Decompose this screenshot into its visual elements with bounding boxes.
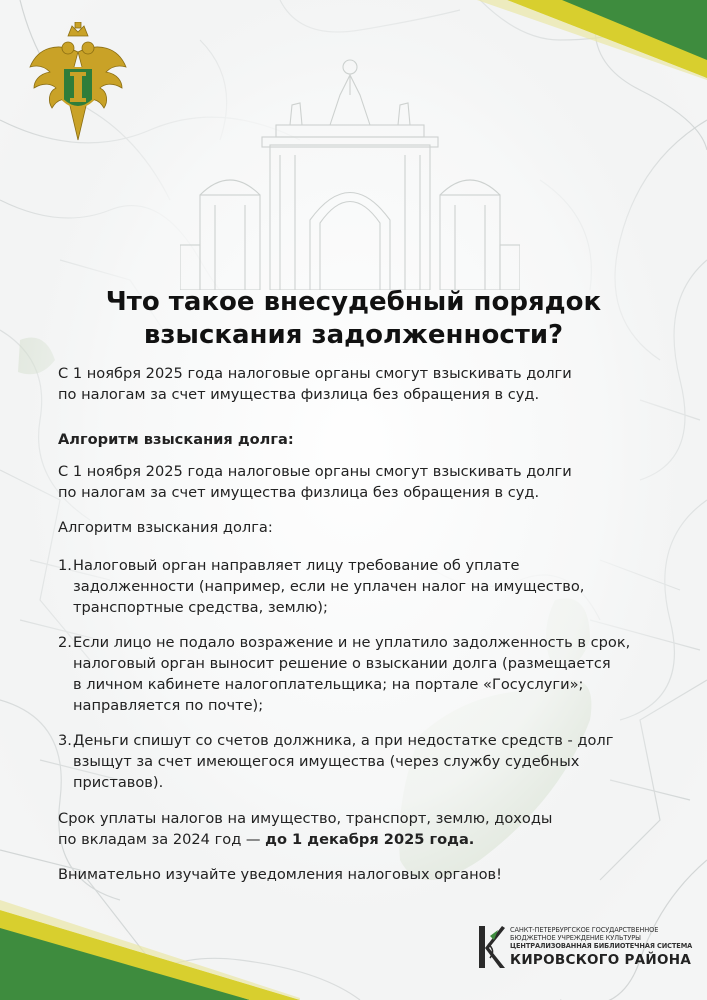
list-line: в личном кабинете налогоплательщика; на портале «Госуслуги»; [73, 676, 584, 693]
triumphal-arch-illustration [180, 45, 520, 290]
list-line: приставов). [73, 774, 164, 791]
algorithm-heading-bold: Алгоритм взыскания долга: [58, 431, 294, 448]
list-number: 2. [58, 634, 72, 651]
intro-line-1: С 1 ноября 2025 года налоговые органы смогут взыскивать долги [58, 365, 572, 382]
library-k-logo-icon [476, 924, 506, 970]
page-title [0, 286, 707, 352]
list-text [73, 730, 658, 793]
organization-name [510, 926, 693, 968]
organization-line-1: САНКТ-ПЕТЕРБУРГСКОЕ ГОСУДАРСТВЕННОЕ [510, 926, 659, 934]
bottom-left-corner-ribbon [0, 890, 300, 1000]
list-number: 1. [58, 557, 72, 574]
list-line: Если лицо не подало возражение и не уплатило задолженность в срок, [73, 634, 631, 651]
intro-line-2: по налогам за счет имущества физлица без обращения в суд. [58, 386, 540, 403]
prosecutor-eagle-emblem-icon [28, 22, 128, 144]
intro-repeat-line-2: по налогам за счет имущества физлица без обращения в суд. [58, 484, 540, 501]
title-line-2: взыскания задолженности? [143, 320, 564, 350]
algorithm-heading-plain: Алгоритм взыскания долга: [58, 519, 273, 536]
deadline-date: до 1 декабря 2025 года. [265, 831, 475, 848]
intro-repeat-line-1: С 1 ноября 2025 года налоговые органы смогут взыскивать долги [58, 463, 572, 480]
list-line: Налоговый орган направляет лицу требование об уплате [73, 557, 520, 574]
organization-line-4: КИРОВСКОГО РАЙОНА [510, 951, 692, 968]
title-line-1: Что такое внесудебный порядок [105, 287, 602, 317]
deadline-line-1: Срок уплаты налогов на имущество, транспорт, землю, доходы [58, 810, 553, 827]
organization-line-3: ЦЕНТРАЛИЗОВАННАЯ БИБЛИОТЕЧНАЯ СИСТЕМА [510, 942, 693, 951]
list-line: транспортные средства, землю); [73, 599, 328, 616]
list-line: направляется по почте); [73, 697, 264, 714]
list-line: задолженности (например, если не уплачен налог на имущество, [73, 578, 585, 595]
list-text [73, 555, 658, 618]
intro-paragraph [58, 363, 572, 405]
deadline-prefix: по вкладам за 2024 год — [58, 831, 266, 848]
intro-repeat-paragraph [58, 461, 572, 503]
list-line: налоговый орган выносит решение о взыскании долга (размещается [73, 655, 611, 672]
deadline-line-2 [58, 829, 552, 850]
list-line: Деньги спишут со счетов должника, а при недостатке средств - долг [73, 732, 614, 749]
warning-text: Внимательно изучайте уведомления налоговых органов! [58, 866, 503, 883]
organization-logo-block [476, 924, 691, 974]
organization-line-2: БЮДЖЕТНОЕ УЧРЕЖДЕНИЕ КУЛЬТУРЫ [510, 934, 641, 943]
deadline-paragraph [58, 808, 552, 850]
list-line: взыщут за счет имеющегося имущества (через службу судебных [73, 753, 580, 770]
list-text [73, 632, 658, 716]
list-number: 3. [58, 732, 72, 749]
